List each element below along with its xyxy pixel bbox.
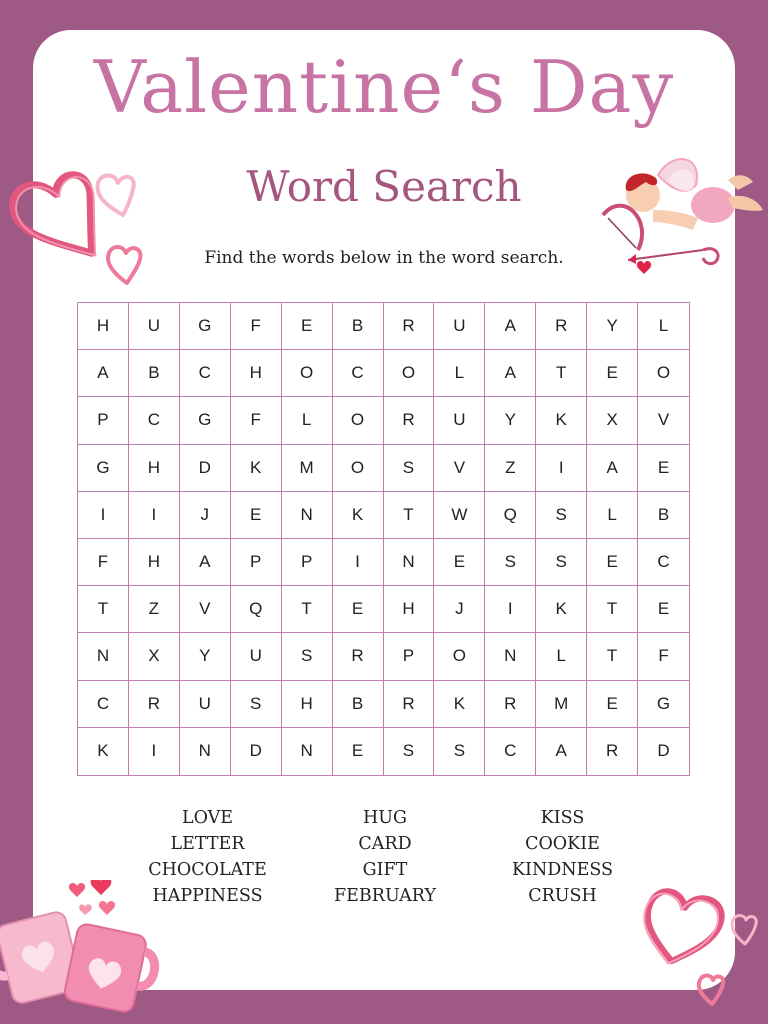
grid-letter: V	[434, 445, 485, 492]
grid-letter: E	[333, 586, 384, 633]
grid-letter: C	[485, 728, 536, 775]
grid-letter: O	[638, 350, 689, 397]
grid-letter: P	[282, 539, 333, 586]
grid-letter: H	[129, 539, 180, 586]
grid-letter: P	[384, 633, 435, 680]
grid-letter: T	[282, 586, 333, 633]
word-list-item: KINDNESS	[511, 860, 614, 880]
grid-letter: U	[434, 397, 485, 444]
grid-letter: H	[231, 350, 282, 397]
grid-letter: I	[78, 492, 129, 539]
grid-letter: D	[231, 728, 282, 775]
grid-letter: Q	[485, 492, 536, 539]
grid-letter: M	[536, 681, 587, 728]
grid-letter: H	[78, 303, 129, 350]
grid-letter: I	[485, 586, 536, 633]
grid-letter: R	[129, 681, 180, 728]
grid-letter: C	[180, 350, 231, 397]
instructions-text: Find the words below in the word search.	[204, 248, 564, 268]
grid-letter: S	[485, 539, 536, 586]
grid-letter: E	[638, 445, 689, 492]
grid-letter: K	[333, 492, 384, 539]
grid-letter: R	[587, 728, 638, 775]
word-list-item: KISS	[540, 808, 585, 828]
grid-letter: V	[180, 586, 231, 633]
word-list	[110, 808, 670, 906]
grid-letter: R	[384, 303, 435, 350]
grid-letter: S	[434, 728, 485, 775]
grid-letter: G	[638, 681, 689, 728]
word-list-item: LOVE	[181, 808, 234, 828]
grid-letter: S	[282, 633, 333, 680]
word-list-item: CHOCOLATE	[148, 860, 267, 880]
grid-letter: K	[434, 681, 485, 728]
grid-letter: Y	[485, 397, 536, 444]
grid-letter: T	[536, 350, 587, 397]
grid-letter: E	[587, 681, 638, 728]
grid-letter: N	[282, 728, 333, 775]
word-list-item: LETTER	[170, 834, 245, 854]
word-list-item: FEBRUARY	[334, 886, 436, 906]
grid-letter: G	[78, 445, 129, 492]
grid-letter: V	[638, 397, 689, 444]
grid-letter: J	[180, 492, 231, 539]
word-list-item: HUG	[363, 808, 407, 828]
grid-letter: S	[231, 681, 282, 728]
grid-letter: F	[638, 633, 689, 680]
grid-letter: X	[129, 633, 180, 680]
grid-letter: E	[333, 728, 384, 775]
grid-letter: T	[587, 586, 638, 633]
grid-letter: O	[282, 350, 333, 397]
grid-letter: F	[231, 303, 282, 350]
grid-letter: O	[384, 350, 435, 397]
grid-letter: B	[333, 681, 384, 728]
grid-letter: I	[536, 445, 587, 492]
grid-letter: D	[180, 445, 231, 492]
grid-letter: U	[434, 303, 485, 350]
grid-letter: O	[434, 633, 485, 680]
grid-letter: A	[78, 350, 129, 397]
grid-letter: G	[180, 303, 231, 350]
grid-letter: Y	[587, 303, 638, 350]
grid-letter: H	[129, 445, 180, 492]
word-list-item: CARD	[358, 834, 412, 854]
grid-letter: U	[180, 681, 231, 728]
grid-letter: A	[485, 303, 536, 350]
grid-letter: R	[384, 397, 435, 444]
grid-letter: Z	[129, 586, 180, 633]
grid-letter: B	[638, 492, 689, 539]
grid-letter: A	[180, 539, 231, 586]
grid-letter: Q	[231, 586, 282, 633]
grid-letter: E	[587, 350, 638, 397]
grid-letter: E	[231, 492, 282, 539]
grid-letter: C	[129, 397, 180, 444]
grid-letter: S	[384, 445, 435, 492]
grid-letter: R	[333, 633, 384, 680]
grid-letter: U	[231, 633, 282, 680]
grid-letter: X	[587, 397, 638, 444]
grid-letter: R	[384, 681, 435, 728]
grid-letter: C	[638, 539, 689, 586]
grid-letter: C	[333, 350, 384, 397]
grid-letter: R	[536, 303, 587, 350]
grid-letter: E	[282, 303, 333, 350]
grid-letter: M	[282, 445, 333, 492]
grid-letter: S	[536, 492, 587, 539]
grid-letter: H	[384, 586, 435, 633]
grid-letter: T	[587, 633, 638, 680]
grid-letter: A	[536, 728, 587, 775]
grid-letter: J	[434, 586, 485, 633]
grid-letter: B	[129, 350, 180, 397]
grid-letter: Y	[180, 633, 231, 680]
grid-letter: E	[587, 539, 638, 586]
grid-letter: B	[333, 303, 384, 350]
grid-letter: Z	[485, 445, 536, 492]
heart-doodle-icon	[5, 165, 155, 290]
grid-letter: S	[536, 539, 587, 586]
grid-letter: S	[384, 728, 435, 775]
grid-letter: C	[78, 681, 129, 728]
word-list-item: COOKIE	[525, 834, 600, 854]
grid-letter: L	[282, 397, 333, 444]
grid-letter: E	[434, 539, 485, 586]
grid-letter: N	[384, 539, 435, 586]
grid-letter: R	[485, 681, 536, 728]
grid-letter: T	[384, 492, 435, 539]
grid-letter: K	[536, 586, 587, 633]
grid-letter: N	[180, 728, 231, 775]
grid-letter: N	[282, 492, 333, 539]
grid-letter: E	[638, 586, 689, 633]
grid-letter: P	[231, 539, 282, 586]
grid-letter: A	[587, 445, 638, 492]
word-list-item: HAPPINESS	[152, 886, 263, 906]
grid-letter: L	[536, 633, 587, 680]
grid-letter: K	[78, 728, 129, 775]
word-list-item: GIFT	[362, 860, 408, 880]
grid-letter: N	[78, 633, 129, 680]
grid-letter: P	[78, 397, 129, 444]
page-subtitle: Word Search	[246, 162, 522, 211]
grid-letter: F	[231, 397, 282, 444]
grid-letter: L	[587, 492, 638, 539]
word-list-item: CRUSH	[528, 886, 597, 906]
grid-letter: L	[638, 303, 689, 350]
heart-mugs-icon	[0, 880, 160, 1015]
grid-letter: O	[333, 397, 384, 444]
grid-letter: N	[485, 633, 536, 680]
grid-letter: T	[78, 586, 129, 633]
grid-letter: I	[129, 492, 180, 539]
grid-letter: F	[78, 539, 129, 586]
grid-letter: O	[333, 445, 384, 492]
grid-letter: A	[485, 350, 536, 397]
grid-letter: D	[657, 741, 670, 761]
grid-letter: I	[129, 728, 180, 775]
page-title: Valentine‘s Day	[93, 45, 675, 129]
grid-letter: L	[434, 350, 485, 397]
grid-letter: I	[333, 539, 384, 586]
grid-letter: K	[231, 445, 282, 492]
grid-letter: U	[129, 303, 180, 350]
grid-letter: G	[180, 397, 231, 444]
grid-letter: W	[434, 492, 485, 539]
word-search-grid	[77, 302, 690, 776]
heart-doodle-icon	[640, 872, 768, 1012]
cupid-icon	[598, 150, 768, 275]
grid-letter: K	[536, 397, 587, 444]
grid-letter: H	[282, 681, 333, 728]
